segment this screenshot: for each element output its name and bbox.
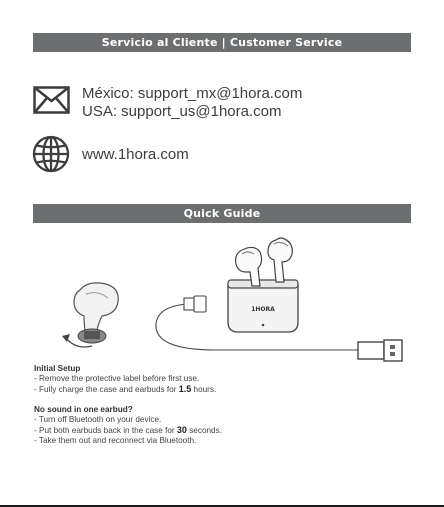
usa-email[interactable]: USA: support_us@1hora.com <box>82 103 282 120</box>
globe-icon <box>32 135 70 173</box>
quick-guide-illustration <box>40 228 412 364</box>
earbud-label-illustration <box>62 283 118 347</box>
mexico-email[interactable]: México: support_mx@1hora.com <box>82 85 303 102</box>
quick-guide-header: Quick Guide <box>33 204 411 223</box>
no-sound-step-2: - Put both earbuds back in the case for 30 seconds. <box>34 425 222 435</box>
no-sound-step-3: - Take them out and reconnect via Bluetooth. <box>34 436 197 445</box>
no-sound-section <box>34 405 222 446</box>
setup-step-1: - Remove the protective label before first use. <box>34 374 200 383</box>
charging-case-illustration <box>228 280 298 332</box>
customer-service-header: Servicio al Cliente | Customer Service <box>33 33 411 52</box>
svg-text:1HORA: 1HORA <box>251 306 275 313</box>
no-sound-step-1: - Turn off Bluetooth on your device. <box>34 415 162 424</box>
envelope-icon <box>33 86 70 114</box>
initial-setup-section <box>34 364 216 395</box>
initial-setup-title: Initial Setup <box>34 364 81 373</box>
website-link[interactable]: www.1hora.com <box>82 146 189 163</box>
earbuds-illustration <box>236 238 293 286</box>
no-sound-title: No sound in one earbud? <box>34 405 133 414</box>
setup-step-2: - Fully charge the case and earbuds for 1.5 hours. <box>34 384 217 394</box>
